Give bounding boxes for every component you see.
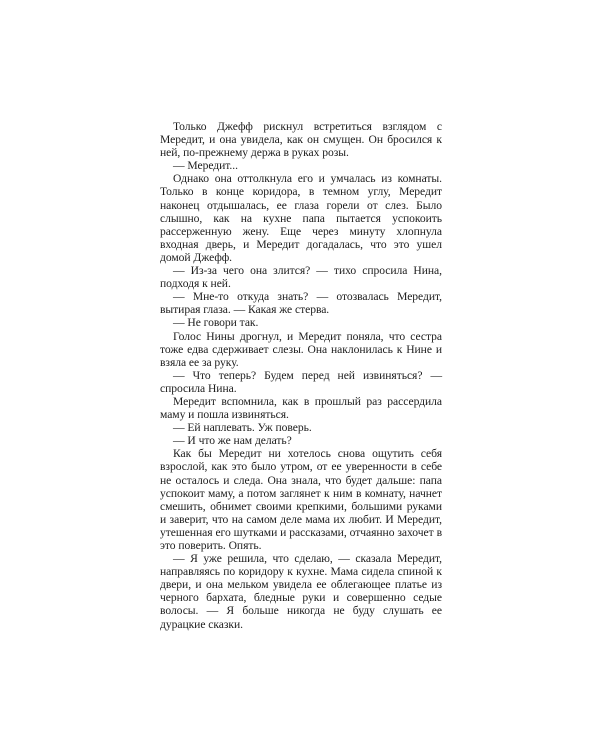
paragraph: — Мередит...	[173, 159, 238, 173]
paragraph: — И что же нам делать?	[173, 434, 292, 448]
paragraph: — Из-за чего она злится? — тихо спросила Нина, подходя к ней.	[160, 264, 442, 291]
paragraph: Голос Нины дрогнул, и Мередит поняла, что сестра тоже едва сдерживает слезы. Она наклонилась к Нине и взяла ее за руку.	[160, 329, 442, 369]
paragraph: — Не говори так.	[173, 316, 259, 330]
book-page-text	[160, 120, 442, 631]
paragraph: — Я уже решила, что сделаю, — сказала Мередит, направляясь по коридору к кухне. Мама сидела спиной к двери, и она мельком увидела ее облегающее платье из черного бархата, бледные руки и совершенно седые волосы. — Я больше никогда не буду слушать ее дурацкие сказки.	[160, 552, 442, 631]
paragraph: Только Джефф рискнул встретиться взглядом с Мередит, и она увидела, как он смущен. Он бросился к ней, по-прежнему держа в руках розы.	[160, 120, 442, 160]
paragraph: Как бы Мередит ни хотелось снова ощутить себя взрослой, как это было утром, от ее уверенности в себе не осталось и следа. Она знала, что будет дальше: папа успокоит маму, а потом заглянет к ним в комнату, начнет смешить, обнимет своими крепкими, большими руками и заверит, что на самом деле мама их любит. И Мередит, утешенная его шутками и рассказами, отчаянно захочет в это поверить. Опять.	[160, 447, 442, 552]
paragraph: — Мне-то откуда знать? — отозвалась Мередит, вытирая глаза. — Какая же стерва.	[160, 290, 442, 317]
paragraph: — Ей наплевать. Уж поверь.	[173, 421, 312, 435]
paragraph: — Что теперь? Будем перед ней извиняться? — спросила Нина.	[160, 368, 442, 395]
paragraph: Мередит вспомнила, как в прошлый раз рассердила маму и пошла извиняться.	[160, 394, 442, 422]
paragraph: Однако она оттолкнула его и умчалась из комнаты. Только в конце коридора, в темном углу, Мередит наконец отдышалась, ее глаза горели от слез. Было слышно, как на кухне папа пытается успокоить рассерженную жену. Еще через минуту хлопнула входная дверь, и Мередит догадалась, что это ушел домой Джефф.	[160, 172, 442, 264]
